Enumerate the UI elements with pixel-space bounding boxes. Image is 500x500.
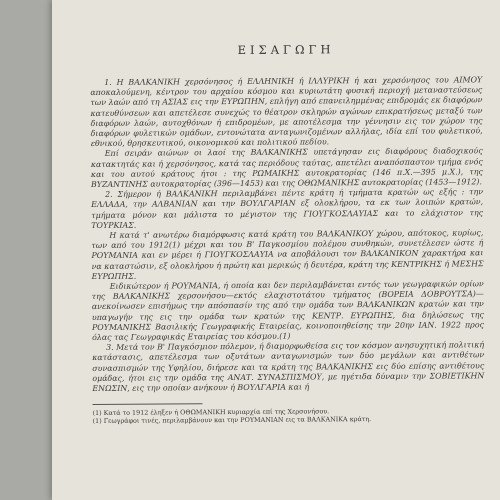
paragraph-6: 3. Μετά τον Β' Παγκόσμιον πόλεμον, ή διαμορφωθείσα εις τον κόσμον ανησυχητική πολιτική κατάστασις, απετέλεσμα των οξυτάτων ανταγωνισμών των δύο μεγάλων και αντιθέτων συνασπισμών της Υφηλίου, διήρεσε και τα κράτη της ΒΑΛΚΑΝΙΚΗΣ εις δύο επίσης αντιθέτους ομάδας, ήτοι εις την ομάδα της ΑΝΑΤ. ΣΥΝΑΣΠΙΣΜΟΥ, με ηγέτιδα δύναμιν την ΣΟΒΙΕΤΙΚΗΝ ΕΝΩΣΙΝ, εις την οποίαν ανήκουν ή ΒΟΥΛΓΑΡΙΑ και ή xyxy=(92,340,485,394)
footnote-2: (1) Γεωγράφοι τινές, περιλαμβάνουν και την ΡΟΥΜΑΝΙΑΝ εις τα ΒΑΛΚΑΝΙΚΑ κράτη. xyxy=(92,415,372,426)
paragraph-4: Η κατά τ' ανωτέρω διαμόρφωσις κατά κράτη του ΒΑΛΚΑΝΙΚΟΥ χώρου, απότοκος, κυρίως, των από του 1912(1) μέχρι και του Β' Παγκοσμίου πολέμου συνθηκών, συνετέλεσεν ώστε ή ΡΟΥΜΑΝΙΑ και εν μέρει ή ΓΙΟΥΓΚΟΣΛΑΥΙΑ να αποβάλουσι τον ΒΑΛΚΑΝΙΚΟΝ χαρακτήρα και να καταστώσιν, εξ ολοκλήρου ή πρώτη και μερικώς ή δευτέρα, κράτη της ΚΕΝΤΡΙΚΗΣ ή ΜΕΣΗΣ ΕΥΡΩΠΗΣ. xyxy=(91,228,484,281)
paragraph-2: Επί σειράν αιώνων οι λαοί της ΒΑΛΚΑΝΙΚΗΣ υπετάγησαν εις διαφόρους διαδοχικούς κατακτητάς και ή χερσόνησος, κατά τας περιόδους ταύτας, απετέλει αναπόσπαστον τμήμα ενός και του αυτού κράτους ήτοι : της ΡΩΜΑΙΚΗΣ αυτοκρατορίας (146 π.Χ.—395 μ.Χ.), της ΒΥΖΑΝΤΙΝΗΣ αυτοκρατορίας (396—1453) και της ΟΘΩΜΑΝΙΚΗΣ αυτοκρατορίας (1453—1912). xyxy=(90,146,483,190)
page-content xyxy=(90,41,485,425)
footnote-separator xyxy=(93,404,203,406)
paragraph-1: 1. Η ΒΑΛΚΑΝΙΚΗ χερσόνησος ή ΕΛΛΗΝΙΚΗ ή ΙΛΛΥΡΙΚΗ ή και χερσόνησος του ΑΙΜΟΥ αποκαλούμενη, κέντρον του αρχαίου κόσμου και κυριωτάτη φυσική περιοχή μεταναστεύσεως των λαών από τη ΑΣΙΑΣ εις την ΕΥΡΩΠΗΝ, επλήγη από επανειλημμένας επιδρομάς εκ διαφόρων κατευθύνσεων και απετέλεσε συνεχώς το θέατρον σκληρών αγώνων επικρατήσεως μεταξύ των διαφόρων λαών, αυτοχθόνων ή επιδρομέων, με αποτέλεσμα την γέννησιν εις τον χώρον της διαφόρων φυλετικών ομάδων, εντονώτατα ανταγωνιζομένων αλλήλας, ιδία επί του φυλετικού, εθνικού, θρησκευτικού, οικονομικού και πολιτικού πεδίου. xyxy=(90,75,483,149)
footnote-1: (1) Κατά το 1912 έληξεν ή ΟΘΩΜΑΝΙΚΗ κυριαρχία επί της Χερσονήσου. xyxy=(92,407,330,418)
page-title: ΕΙΣΑΓΩΓΗ xyxy=(237,42,335,57)
paragraph-5: Ειδικώτερον ή ΡΟΥΜΑΝΙΑ, ή οποία και δεν περιλαμβάνεται εντός των γεωγραφικών ορίων της ΒΑΛΚΑΝΙΚΗΣ χερσονήσου—εκτός ελαχιστοτάτου τμήματος (ΒΟΡΕΙΑ ΔΟΒΡΟΥΤΣΑ)—ανεκοίνωσεν επισήμως την απόσπασίν της από την ομάδα των ΒΑΛΚΑΝΙΚΩΝ κρατών και την υπαγωγήν της εις την ομάδα των κρατών της ΚΕΝΤΡ. ΕΥΡΩΠΗΣ, δια δηλώσεως της ΡΟΥΜΑΝΙΚΗΣ Βασιλικής Γεωγραφικής Εταιρείας, κοινοποιηθείσης την 20ην ΙΑΝ. 1922 προς όλας τας Γεωγραφικάς Εταιρείας του κόσμου.(1) xyxy=(91,279,485,343)
paragraph-3: 2. Σήμερον ή ΒΑΛΚΑΝΙΚΗ περιλαμβάνει πέντε κράτη ή τμήματα κρατών ως εξής : την ΕΛΛΑΔΑ, την ΑΛΒΑΝΙΑΝ και την ΒΟΥΛΓΑΡΙΑΝ εξ ολοκλήρου, τα εκ των λοιπών κρατών, τμήματα μόνον και μάλιστα το μέγιστον της ΓΙΟΥΓΚΟΣΛΑΥΙΑΣ και το ελάχιστον της ΤΟΥΡΚΙΑΣ. xyxy=(91,187,484,230)
book-page xyxy=(52,0,500,500)
